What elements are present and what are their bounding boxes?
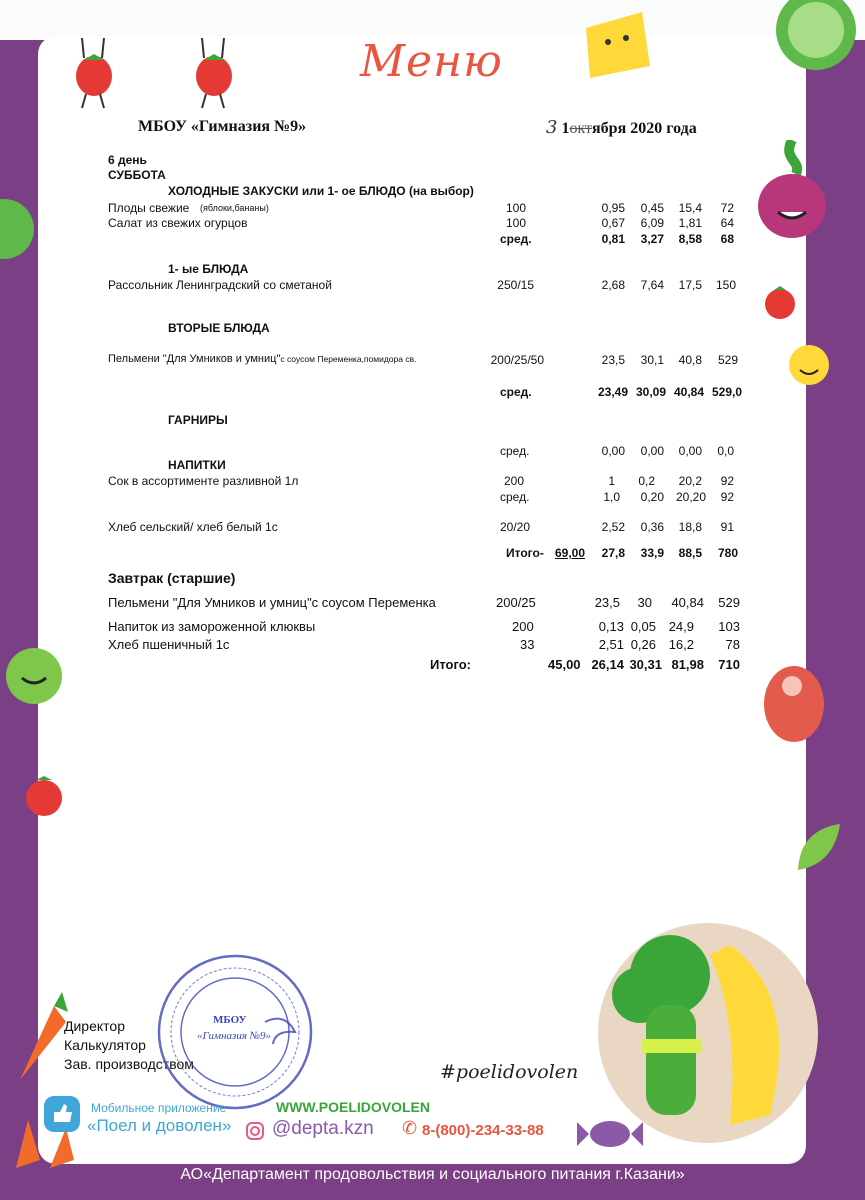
carbs: 1,81 <box>678 216 702 230</box>
portion: 33 <box>520 637 535 652</box>
kcal: 78 <box>725 637 740 652</box>
protein: 23,5 <box>594 595 620 610</box>
total-label: Итого: <box>430 657 471 672</box>
official-stamp <box>155 952 315 1112</box>
cucumber-slice-icon <box>0 195 34 265</box>
carbs: 15,4 <box>678 201 702 215</box>
protein: 2,68 <box>601 278 625 292</box>
portion: 200 <box>512 619 534 634</box>
avg-label: сред. <box>500 385 532 399</box>
carbs: 16,2 <box>668 637 694 652</box>
fat: 6,09 <box>640 216 664 230</box>
date-struck-month: окт <box>569 120 593 137</box>
fat: 30,1 <box>640 353 664 367</box>
section-garnish: ГАРНИРЫ <box>168 413 228 427</box>
portion: 100 <box>505 201 526 215</box>
fat: 0,36 <box>640 520 664 534</box>
phone-icon: ✆ <box>402 1118 418 1138</box>
hashtag: #poelidovolen <box>440 1061 579 1083</box>
weekday: СУББОТА <box>108 168 166 182</box>
kcal: 92 <box>720 474 734 488</box>
protein: 1,0 <box>603 490 620 504</box>
kcal: 103 <box>718 619 740 634</box>
fat: 7,64 <box>640 278 664 292</box>
instagram-icon <box>246 1122 264 1140</box>
protein: 0,95 <box>601 201 625 215</box>
instagram-handle[interactable]: @depta.kzn <box>272 1118 374 1139</box>
kcal: 64 <box>720 216 734 230</box>
tomato-icon <box>190 38 240 110</box>
signature-director: Директор <box>64 1018 125 1034</box>
fat: 0,2 <box>638 474 655 488</box>
carbs: 24,9 <box>668 619 694 634</box>
cucumber-icon <box>752 0 865 70</box>
protein: 0,67 <box>601 216 625 230</box>
carbs: 20,2 <box>678 474 702 488</box>
dish-name: Салат из свежих огурцов <box>108 216 248 230</box>
section-breakfast: Завтрак (старшие) <box>108 570 236 586</box>
fat: 0,20 <box>640 490 664 504</box>
leaf-icon <box>790 820 845 880</box>
protein: 26,14 <box>591 657 624 672</box>
section-drinks: НАПИТКИ <box>168 458 226 472</box>
kcal: 72 <box>720 201 734 215</box>
kcal: 68 <box>720 232 734 246</box>
portion: 100 <box>505 216 526 230</box>
fat: 0,05 <box>630 619 656 634</box>
carrot-icon <box>10 992 70 1082</box>
portion: 20/20 <box>500 520 531 534</box>
dish-note: с соусом Переменка,помидора св. <box>280 354 417 364</box>
kcal: 91 <box>720 520 734 534</box>
apple-icon <box>0 634 70 708</box>
protein: 0,00 <box>601 444 625 458</box>
dish-name: Напиток из замороженной клюквы <box>108 619 316 634</box>
total-price: 69,00 <box>555 546 586 560</box>
protein: 23,49 <box>597 385 628 399</box>
protein: 0,13 <box>598 619 624 634</box>
beet-icon <box>752 140 842 240</box>
carbs: 40,84 <box>673 385 704 399</box>
tomato-small-icon <box>760 282 800 322</box>
carbs: 18,8 <box>678 520 702 534</box>
tomato-small-icon <box>24 770 68 820</box>
dish-note: (яблоки,бананы) <box>200 203 269 213</box>
candy-icon <box>575 1108 645 1160</box>
fat: 30,31 <box>629 657 662 672</box>
website-link[interactable]: WWW.POELIDOVOLEN <box>276 1099 430 1115</box>
section-first: 1- ые БЛЮДА <box>168 262 249 276</box>
school-name: МБОУ «Гимназия №9» <box>138 118 307 135</box>
protein: 0,81 <box>601 232 625 246</box>
carbs: 20,20 <box>675 490 706 504</box>
cheese-icon <box>578 8 658 80</box>
kcal: 150 <box>715 278 736 292</box>
dish-name: Хлеб сельский/ хлеб белый 1с <box>108 520 278 534</box>
portion: 200/25 <box>496 595 536 610</box>
dish-name: Пельмени "Для Умников и умниц"с соусом Переменка <box>108 595 436 610</box>
carbs: 88,5 <box>678 546 702 560</box>
app-label: Мобильное приложение <box>91 1101 227 1115</box>
stamp-line2: «Гимназия №9» <box>197 1030 272 1042</box>
smiley-icon <box>786 342 832 388</box>
fat: 30 <box>637 595 652 610</box>
thumbs-up-icon <box>42 1094 82 1134</box>
page-title: Меню <box>360 36 503 87</box>
date-day: 1 <box>561 120 570 137</box>
date-handwritten: 3 <box>546 117 558 138</box>
day-number: 6 день <box>108 153 147 167</box>
carbs: 40,8 <box>678 353 702 367</box>
total-price: 45,00 <box>548 657 581 672</box>
dish-name: Плоды свежие <box>108 201 190 215</box>
kcal: 710 <box>718 657 740 672</box>
document-date <box>546 117 697 138</box>
kcal: 92 <box>720 490 734 504</box>
dish-name: Хлеб пшеничный 1с <box>108 637 230 652</box>
fat: 33,9 <box>640 546 664 560</box>
dish-name: Сок в ассортименте разливной 1л <box>108 474 299 488</box>
signature-calculator: Калькулятор <box>64 1037 146 1053</box>
protein: 23,5 <box>601 353 625 367</box>
app-name[interactable]: «Поел и доволен» <box>87 1116 232 1135</box>
protein: 2,51 <box>598 637 624 652</box>
fat: 0,26 <box>630 637 656 652</box>
carbs: 17,5 <box>678 278 702 292</box>
kcal: 529 <box>717 353 738 367</box>
tomato-icon <box>70 38 120 110</box>
fat: 3,27 <box>640 232 664 246</box>
carbs: 40,84 <box>671 595 704 610</box>
stamp-line1: МБОУ <box>213 1014 247 1026</box>
kcal: 529 <box>718 595 740 610</box>
dish-name-text: Пельмени "Для Умников и умниц" <box>108 353 281 365</box>
protein: 2,52 <box>601 520 625 534</box>
portion: 200/25/50 <box>490 353 544 367</box>
fat: 30,09 <box>635 385 666 399</box>
portion: 200 <box>504 474 525 488</box>
protein: 27,8 <box>601 546 625 560</box>
section-second: ВТОРЫЕ БЛЮДА <box>168 321 270 335</box>
kcal: 0,0 <box>717 444 734 458</box>
phone-number[interactable]: 8-(800)-234-33-88 <box>422 1122 544 1139</box>
avg-label: сред. <box>500 232 532 246</box>
avg-label: сред. <box>500 444 530 458</box>
signature-chief: Зав. производством <box>64 1056 194 1072</box>
fat: 0,00 <box>640 444 664 458</box>
kcal: 529,0 <box>711 385 742 399</box>
total-label: Итого- <box>506 546 544 560</box>
avg-label: сред. <box>500 490 530 504</box>
meat-icon <box>760 662 830 748</box>
dish-name: Рассольник Ленинградский со сметаной <box>108 278 332 292</box>
date-rest: ября 2020 года <box>592 120 697 137</box>
dish-name <box>108 353 416 365</box>
carbs: 8,58 <box>678 232 702 246</box>
footer-organization: АО«Департамент продовольствия и социального питания г.Казани» <box>180 1166 685 1183</box>
carbs: 81,98 <box>671 657 704 672</box>
section-cold: ХОЛОДНЫЕ ЗАКУСКИ или 1- ое БЛЮДО (на выбор) <box>168 184 474 198</box>
protein: 1 <box>608 474 615 488</box>
portion: 250/15 <box>497 278 534 292</box>
fat: 0,45 <box>640 201 664 215</box>
top-margin <box>0 0 865 40</box>
kcal: 780 <box>717 546 738 560</box>
carbs: 0,00 <box>678 444 702 458</box>
